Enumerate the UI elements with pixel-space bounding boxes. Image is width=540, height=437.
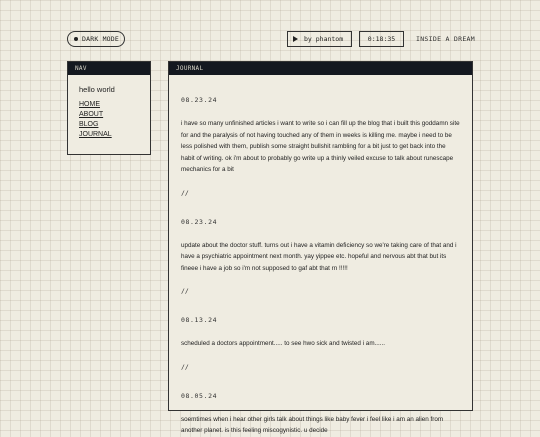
nav-links	[79, 101, 150, 138]
entry-separator: //	[181, 188, 189, 197]
entry-text: i have so many unfinished articles i want to write so i can fill up the blog that i built this goddamn site for and the paralysis of not having touched any of them in weeks is killing me. maybe i need to be less polished with them, publish some straight bullshit rambling for a bit just to get back into the habit of writing. ok i'm about to probably go write up a thinly veiled excuse to talk about runescape mechanics for a bit	[181, 120, 460, 173]
entry-date: 08.05.24	[181, 391, 218, 400]
timer-display	[359, 31, 404, 47]
entry-text: scheduled a doctors appointment..... to see hwo sick and twisted i am......	[181, 340, 386, 347]
timer-value: 0:18:35	[367, 35, 396, 43]
entry-text: update about the doctor stuff. turns out i have a vitamin deficiency so we're taking care of that and i have a psychiatric appointment next month. yay yippee etc. hopeful and nervous abt that but its fineee i have a job so i'm not supposed to gaf abt that rn !!!!!	[181, 241, 457, 272]
entry-date: 08.23.24	[181, 217, 218, 226]
entry-separator: //	[181, 287, 189, 295]
journal-entry	[181, 316, 460, 371]
player-label: by phantom	[304, 35, 344, 43]
nav-link-about[interactable]: ABOUT	[79, 111, 104, 118]
journal-entry	[181, 218, 460, 296]
entry-date: 08.23.24	[181, 96, 218, 104]
nav-link-journal[interactable]: JOURNAL	[79, 131, 112, 138]
nav-panel	[67, 61, 151, 155]
nav-greeting: hello world	[79, 85, 115, 94]
play-icon	[293, 36, 298, 42]
nav-link-home[interactable]: HOME	[79, 101, 100, 108]
journal-panel	[168, 61, 473, 434]
journal-entry	[181, 96, 460, 197]
dark-mode-label: DARK MODE	[82, 35, 120, 43]
nav-link-blog[interactable]: BLOG	[79, 121, 99, 128]
journal-entries[interactable]	[169, 75, 472, 437]
music-player-button[interactable]	[287, 31, 352, 47]
nav-header: NAV	[68, 62, 150, 75]
page-subtitle: INSIDE A DREAM	[416, 35, 475, 43]
toggle-dot-icon	[74, 37, 78, 41]
entry-separator: //	[181, 362, 189, 371]
entry-text: soemtimes when i hear other girls talk about things like baby fever i feel like i am an alien from another planet. is this feeling miscogynistic. u decide	[181, 415, 444, 434]
entry-date: 08.13.24	[181, 316, 218, 324]
dark-mode-toggle[interactable]	[67, 31, 125, 47]
journal-entry	[181, 392, 460, 437]
journal-header: JOURNAL	[169, 62, 472, 75]
